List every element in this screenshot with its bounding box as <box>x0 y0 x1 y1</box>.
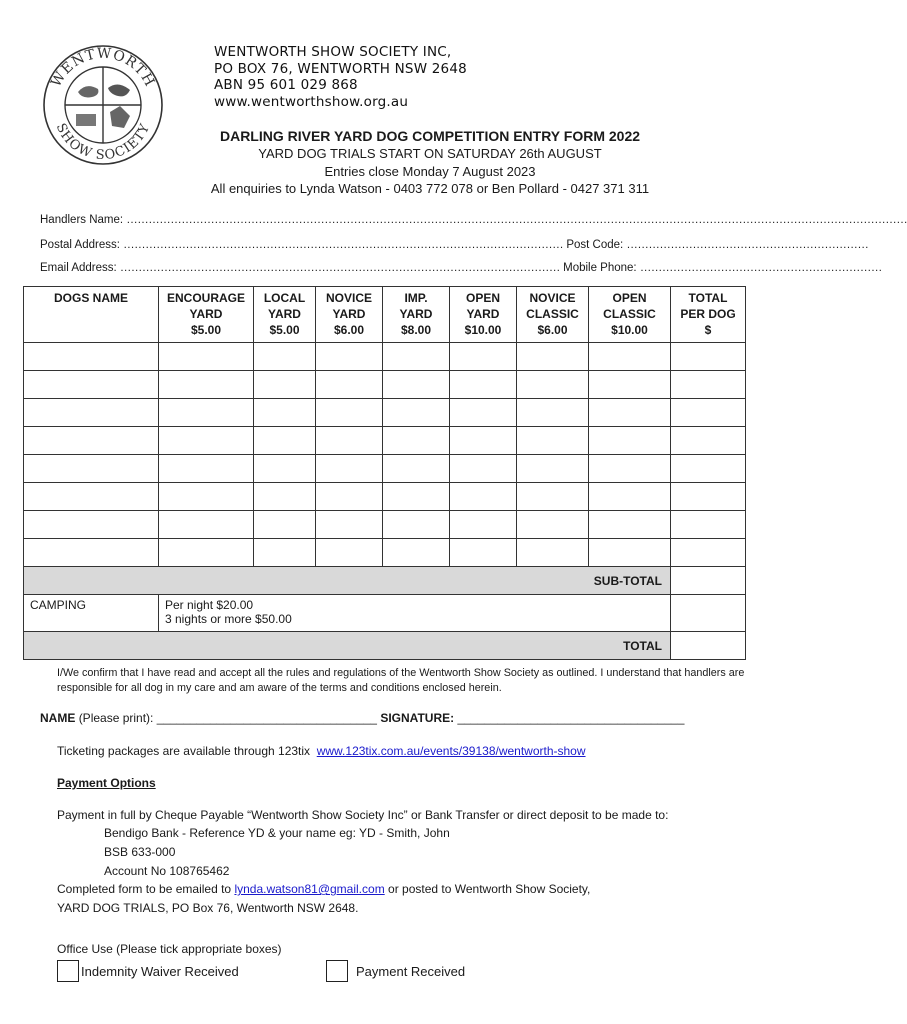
name-input-line[interactable]: _________________________________ <box>156 711 377 725</box>
handlers-name-field[interactable]: Handlers Name: …………………………………………………………………………………………………………………………………………………………………………………………… <box>40 214 907 226</box>
dog-name-cell[interactable] <box>24 511 159 539</box>
entry-cell[interactable] <box>671 539 746 567</box>
camping-label: CAMPING <box>24 595 159 632</box>
entry-cell[interactable] <box>254 371 316 399</box>
entry-cell[interactable] <box>383 399 450 427</box>
entry-cell[interactable] <box>671 511 746 539</box>
total-label: TOTAL <box>24 632 671 660</box>
entry-cell[interactable] <box>671 371 746 399</box>
organization-details <box>214 44 467 110</box>
header-open-classic: OPEN CLASSIC $10.00 <box>589 287 671 343</box>
table-row <box>24 483 746 511</box>
org-abn: ABN 95 601 029 868 <box>214 77 358 93</box>
table-row <box>24 511 746 539</box>
signature-input-line[interactable]: __________________________________ <box>457 711 685 725</box>
header-encourage-yard: ENCOURAGE YARD $5.00 <box>159 287 254 343</box>
entry-cell[interactable] <box>589 343 671 371</box>
entry-cell[interactable] <box>450 539 517 567</box>
name-hint: (Please print): <box>78 711 154 725</box>
entry-cell[interactable] <box>517 399 589 427</box>
entry-cell[interactable] <box>159 455 254 483</box>
header-imp-yard: IMP. YARD $8.00 <box>383 287 450 343</box>
entry-cell[interactable] <box>383 455 450 483</box>
entry-cell[interactable] <box>254 539 316 567</box>
entry-cell[interactable] <box>254 399 316 427</box>
logo-top-text: WENTWORTH <box>48 45 158 90</box>
bsb: BSB 633-000 <box>104 845 176 859</box>
payment-intro: Payment in full by Cheque Payable “Wentworth Show Society Inc” or Bank Transfer or direct deposit to be made to: <box>57 808 669 822</box>
entry-cell[interactable] <box>159 399 254 427</box>
email-prefix: Completed form to be emailed to <box>57 882 232 896</box>
subtotal-label: SUB-TOTAL <box>24 567 671 595</box>
total-row <box>24 632 746 660</box>
entry-cell[interactable] <box>159 427 254 455</box>
close-line: Entries close Monday 7 August 2023 <box>324 163 536 179</box>
form-title-block <box>150 127 710 198</box>
ticketing-line <box>57 744 586 758</box>
name-label: NAME <box>40 711 76 725</box>
dog-name-cell[interactable] <box>24 399 159 427</box>
entry-cell[interactable] <box>316 371 383 399</box>
dog-name-cell[interactable] <box>24 343 159 371</box>
form-title: DARLING RIVER YARD DOG COMPETITION ENTRY FORM 2022 <box>219 128 641 144</box>
camping-per-night: Per night $20.00 <box>165 598 254 612</box>
dog-name-cell[interactable] <box>24 371 159 399</box>
entry-cell[interactable] <box>517 427 589 455</box>
entry-cell[interactable] <box>671 427 746 455</box>
dog-name-cell[interactable] <box>24 455 159 483</box>
camping-prices <box>159 595 671 632</box>
org-name: WENTWORTH SHOW SOCIETY INC, <box>214 44 452 60</box>
entry-cell[interactable] <box>254 455 316 483</box>
dog-name-cell[interactable] <box>24 427 159 455</box>
table-row <box>24 539 746 567</box>
camping-row <box>24 595 746 632</box>
mobile-phone-label: Mobile Phone: <box>563 262 637 274</box>
header-novice-classic: NOVICE CLASSIC $6.00 <box>517 287 589 343</box>
entry-cell[interactable] <box>450 371 517 399</box>
header-open-yard: OPEN YARD $10.00 <box>450 287 517 343</box>
entry-cell[interactable] <box>517 343 589 371</box>
entry-cell[interactable] <box>383 483 450 511</box>
name-signature-line <box>40 711 684 725</box>
entry-cell[interactable] <box>316 455 383 483</box>
camping-total-cell[interactable] <box>671 595 746 632</box>
table-row <box>24 427 746 455</box>
entry-cell[interactable] <box>517 511 589 539</box>
entry-cell[interactable] <box>254 511 316 539</box>
header-novice-yard: NOVICE YARD $6.00 <box>316 287 383 343</box>
entry-cell[interactable] <box>671 343 746 371</box>
office-use-heading: Office Use (Please tick appropriate boxes) <box>57 942 282 956</box>
subtotal-cell[interactable] <box>671 567 746 595</box>
header-local-yard: LOCAL YARD $5.00 <box>254 287 316 343</box>
entry-cell[interactable] <box>316 539 383 567</box>
entry-cell[interactable] <box>450 511 517 539</box>
payment-received-label: Payment Received <box>356 964 466 979</box>
ticketing-text: Ticketing packages are available through 123tix <box>57 744 311 758</box>
entry-cell[interactable] <box>254 343 316 371</box>
postal-address-label: Postal Address: <box>40 239 120 251</box>
grand-total-cell[interactable] <box>671 632 746 660</box>
entry-cell[interactable] <box>159 539 254 567</box>
entry-cell[interactable] <box>589 427 671 455</box>
payment-received-checkbox[interactable] <box>326 960 348 982</box>
table-row <box>24 371 746 399</box>
entry-cell[interactable] <box>316 343 383 371</box>
entry-cell[interactable] <box>383 371 450 399</box>
ticketing-link[interactable]: www.123tix.com.au/events/39138/wentworth-show <box>316 744 586 758</box>
indemnity-waiver-checkbox[interactable] <box>57 960 79 982</box>
org-address: PO BOX 76, WENTWORTH NSW 2648 <box>214 60 467 77</box>
table-row <box>24 399 746 427</box>
start-line: YARD DOG TRIALS START ON SATURDAY 26th AUGUST <box>258 146 602 161</box>
entry-cell[interactable] <box>671 455 746 483</box>
entry-cell[interactable] <box>589 483 671 511</box>
table-row <box>24 455 746 483</box>
entry-cell[interactable] <box>159 343 254 371</box>
entry-cell[interactable] <box>383 539 450 567</box>
entry-cell[interactable] <box>450 427 517 455</box>
table-row <box>24 343 746 371</box>
payment-options-heading: Payment Options <box>57 776 156 790</box>
entry-cell[interactable] <box>589 399 671 427</box>
header-dogs-name: DOGS NAME <box>24 287 159 343</box>
handlers-name-label: Handlers Name: <box>40 214 124 226</box>
entry-cell[interactable] <box>450 455 517 483</box>
dog-name-cell[interactable] <box>24 483 159 511</box>
entry-cell[interactable] <box>450 399 517 427</box>
entry-table <box>23 286 746 660</box>
signature-label: SIGNATURE: <box>380 711 455 725</box>
table-header-row <box>24 287 746 343</box>
entry-cell[interactable] <box>159 483 254 511</box>
indemnity-waiver-label: Indemnity Waiver Received <box>81 964 239 979</box>
entry-cell[interactable] <box>589 455 671 483</box>
entry-cell[interactable] <box>383 427 450 455</box>
entry-cell[interactable] <box>517 483 589 511</box>
logo-bottom-text: SHOW SOCIETY <box>52 121 154 164</box>
postal-address-field[interactable]: Postal Address: ………………………………………………………………………………………………………… Post Code: ………………………………………………………… <box>40 239 869 251</box>
entry-cell[interactable] <box>316 427 383 455</box>
email-address-label: Email Address: <box>40 262 117 274</box>
subtotal-row <box>24 567 746 595</box>
entry-cell[interactable] <box>517 371 589 399</box>
entry-cell[interactable] <box>159 511 254 539</box>
bank-details: Bendigo Bank - Reference YD & your name eg: YD - Smith, John <box>104 826 450 840</box>
wentworth-show-society-logo <box>42 44 164 166</box>
dog-name-cell[interactable] <box>24 539 159 567</box>
confirmation-text: I/We confirm that I have read and accept all the rules and regulations of the Wentworth Show Society as outlined. I understand that handlers are responsible for all dog in my care and am aware of the terms and conditions enclosed herein. <box>57 667 745 694</box>
entry-cell[interactable] <box>254 483 316 511</box>
email-suffix: or posted to Wentworth Show Society, <box>388 882 591 896</box>
enquiries-line: All enquiries to Lynda Watson - 0403 772 078 or Ben Pollard - 0427 371 311 <box>210 181 650 196</box>
entry-cell[interactable] <box>316 511 383 539</box>
entry-cell[interactable] <box>316 399 383 427</box>
camping-three-nights: 3 nights or more $50.00 <box>165 612 292 626</box>
email-address-field[interactable]: Email Address: ………………………………………………………………………………………………………… Mobile Phone: ………………………………………………………… <box>40 262 882 274</box>
post-address-line: YARD DOG TRIALS, PO Box 76, Wentworth NSW 2648. <box>57 901 359 915</box>
entry-cell[interactable] <box>671 399 746 427</box>
account-number: Account No 108765462 <box>104 864 230 878</box>
entry-cell[interactable] <box>450 483 517 511</box>
entry-cell[interactable] <box>517 455 589 483</box>
entry-cell[interactable] <box>589 539 671 567</box>
entry-cell[interactable] <box>671 483 746 511</box>
header-total-per-dog: TOTAL PER DOG $ <box>671 287 746 343</box>
email-submission-line <box>57 882 590 896</box>
org-website: www.wentworthshow.org.au <box>214 93 409 110</box>
submission-email-link[interactable]: lynda.watson81@gmail.com <box>234 882 385 896</box>
entry-cell[interactable] <box>254 427 316 455</box>
entry-cell[interactable] <box>383 511 450 539</box>
entry-cell[interactable] <box>159 371 254 399</box>
entry-cell[interactable] <box>450 343 517 371</box>
entry-cell[interactable] <box>517 539 589 567</box>
entry-cell[interactable] <box>316 483 383 511</box>
post-code-label: Post Code: <box>566 239 624 251</box>
entry-cell[interactable] <box>383 343 450 371</box>
entry-cell[interactable] <box>589 371 671 399</box>
entry-cell[interactable] <box>589 511 671 539</box>
